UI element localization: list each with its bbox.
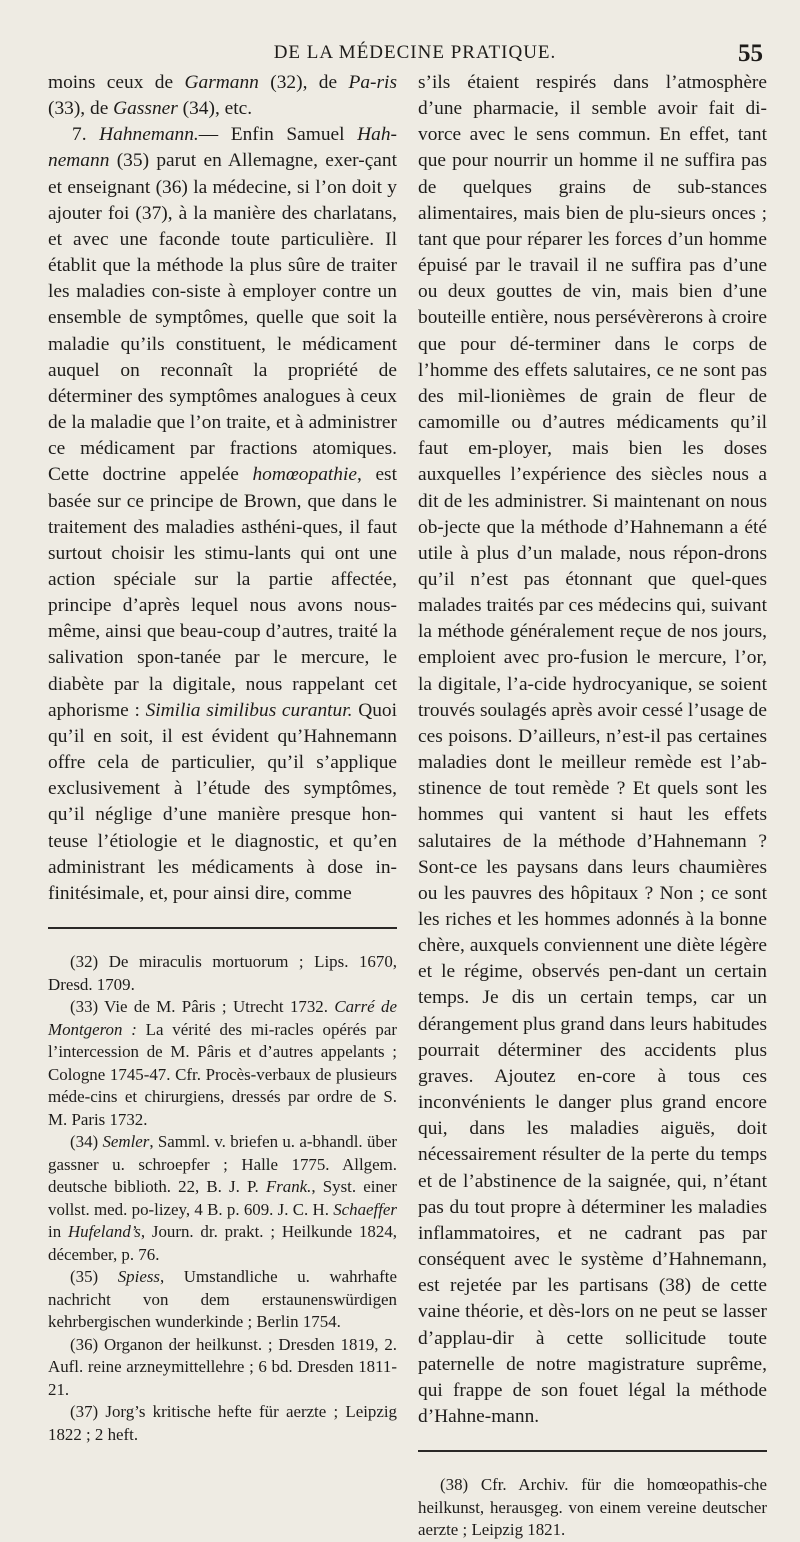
footnote-34: (34) Semler, Samml. v. briefen u. a-bhandl. über gassner u. schroepfer ; Halle 1775. Allgem. deutsche biblioth. 22, B. J. P. Frank., Syst. einer vollst. med. po-lizey, 4 B. p. 609. J. C. H. Schaeffer in Hufeland’s, Journ. dr. prakt. ; Heilkunde 1824, décember, p. 76. [48,1132,397,1264]
footnote-37: (37) Jorg’s kritische hefte für aerzte ; Leipzig 1822 ; 2 heft. [48,1402,397,1444]
left-column [48,70,397,1446]
footnote-35: (35) Spiess, Umstandliche u. wahrhafte nachricht von dem erstaunenswürdigen kehrbergischen wunderkinde ; Berlin 1754. [48,1267,397,1331]
footnote-32: (32) De miraculis mortuorum ; Lips. 1670, Dresd. 1709. [48,952,397,994]
left-footnotes [48,951,397,1446]
footnote-divider [48,927,397,929]
right-body [418,70,767,1430]
right-footnotes [418,1474,767,1542]
paragraph: moins ceux de Garmann (32), de Pa-ris (33), de Gassner (34), etc. [48,72,397,120]
page-number: 55 [738,40,763,67]
running-title: DE LA MÉDECINE PRATIQUE. [273,42,557,63]
footnote-divider [418,1450,767,1452]
footnote-36: (36) Organon der heilkunst. ; Dresden 1819, 2. Aufl. reine arzneymittellehre ; 6 bd. Dresden 1811-21. [48,1334,397,1399]
right-column [418,70,767,1542]
paragraph: s’ils étaient respirés dans l’atmosphère d’une pharmacie, il semble avoir fait di-vorce avec le sens commun. En effet, tant que pour nourrir un homme il ne suffira pas de quelques grains de sub-stances alimentaires, mais bien de plu-sieurs onces ; tant que pour réparer les forces d’un homme épuisé par le travail il ne suffira pas d’une ou deux gouttes de vin, mais bien d’une bouteille entière, nous persévèrerons à croire que pour dé-terminer dans le corps de l’homme des effets salutaires, ce ne sont pas des mil-lionièmes de grain de fleur de camomille ou d’autres médicaments qu’il faut em-ployer, mais bien les doses auxquelles l’expérience des siècles nous a dit de les administrer. Si maintenant on nous ob-jecte que la méthode d’Hahnemann a été utile à plus d’un malade, nous répon-drons qu’il n’est pas étonnant que quel-ques malades traités par ces médecins qui, suivant la méthode généralement reçue de nos jours, emploient avec pro-fusion le mercure, l’or, la digitale, l’a-cide hydrocyanique, se soient trouvés soulagés après avoir cessé l’usage de ces poisons. D’ailleurs, n’est-il pas certaines maladies dont le meilleur remède est l’ab-stinence de tout remède ? Et quels sont les hommes qui vantent si haut les effets salutaires de la méthode d’Hahnemann ? Sont-ce les paysans dans leurs chaumières ou les pauvres des hôpitaux ? Non ; ce sont les riches et les hommes adonnés à la bonne chère, auxquels conviennent une diète légère et le régime, observés pen-dant un certain temps. Je dis un certain temps, car un dérangement plus grand dans leurs habitudes pourrait déterminer des accidents plus graves. Ajoutez en-core à tous ces inconvénients le danger plus grand encore qui, dans les maladies aiguës, doit nécessairement résulter de la perte du temps et de l’abstinence de la saignée, qui, n’étant pas du tout propre à déterminer les maladies inflammatoires, et ne cadrant pas par conséquent avec le système d’Hahnemann, est rejetée par les partisans (38) de cette vaine théorie, et dès-lors on ne peut se lasser d’applau-dir à cette sollicitude toute paternelle de notre magistrature suprême, qui frappe de son fouet légal la méthode d’Hahne-mann. [418,72,767,1427]
left-body [48,70,397,907]
footnote-38: (38) Cfr. Archiv. für die homœopathis-che heilkunst, herausgeg. von einem vereine deutscher aerzte ; Leipzig 1821. [418,1475,767,1540]
paragraph-hahnemann: 7. Hahnemann.— Enfin Samuel Hah-nemann (35) parut en Allemagne, exer-çant et enseignant (36) la médecine, si l’on doit y ajouter foi (37), à la manière des charlatans, et avec une faconde toute particulière. Il établit que la méthode la plus sûre de traiter les maladies con-siste à employer contre un ensemble de symptômes, quelle que soit la maladie qu’ils constituent, le médicament auquel on reconnaît la propriété de déterminer des symptômes analogues à ceux de la maladie que l’on traite, et à administrer ce médicament par fractions atomiques. Cette doctrine appelée homœopathie, est basée sur ce principe de Brown, que dans le traitement des maladies asthéni-ques, il faut surtout choisir les stimu-lants qui ont une action spéciale sur la partie affectée, principe d’après lequel nous avons nous-même, ainsi que beau-coup d’autres, traité la salivation spon-tanée par le mercure, le diabète par la digitale, nous rappelant cet aphorisme : Similia similibus curantur. Quoi qu’il en soit, il est évident qu’Hahnemann offre cela de particulier, qu’il s’applique exclusivement à l’étude des symptômes, qu’il néglige d’une manière presque hon-teuse l’étiologie et le diagnostic, et qu’en administrant les médicaments à dose in-finitésimale, et, pour ainsi dire, comme [48,124,397,904]
footnote-33: (33) Vie de M. Pâris ; Utrecht 1732. Carré de Montgeron : La vérité des mi-racles opérés par l’intercession de M. Pâris et d’autres appelants ; Cologne 1745-47. Cfr. Procès-verbaux de plusieurs méde-cins et chirurgiens, dressés par ordre de S. M. Paris 1732. [48,997,397,1129]
